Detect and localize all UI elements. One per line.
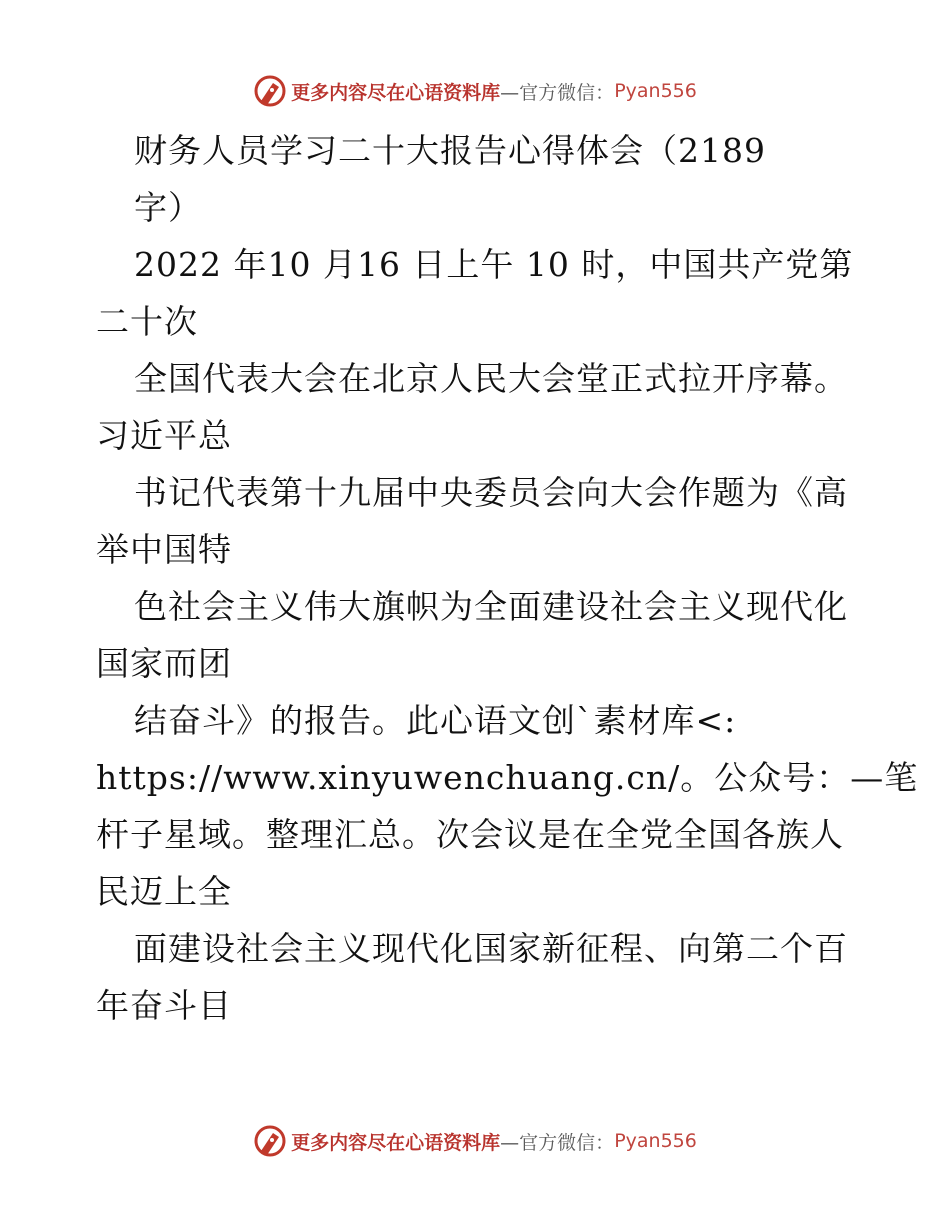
pen-nib-logo-icon <box>253 1124 287 1158</box>
document-line: 习近平总 <box>96 416 232 455</box>
footer-banner-suffix: —官方微信： <box>500 1131 615 1154</box>
document-title-line-2: 字） <box>134 188 202 227</box>
header-banner-suffix: —官方微信： <box>500 81 615 104</box>
document-body <box>96 122 919 1034</box>
header-banner-prefix: 更多内容尽在心语资料库 <box>291 81 501 104</box>
document-line: 色社会主义伟大旗帜为全面建设社会主义现代化 <box>134 587 848 626</box>
document-line: 书记代表第十九届中央委员会向大会作题为《高 <box>134 473 848 512</box>
document-line: https://www.xinyuwenchuang.cn/。公众号：—笔 <box>96 758 919 797</box>
document-line: 民迈上全 <box>96 872 232 911</box>
document-line: 举中国特 <box>96 530 232 569</box>
document-line: 杆子星域。整理汇总。次会议是在全党全国各族人 <box>96 815 844 854</box>
document-line: 国家而团 <box>96 644 232 683</box>
footer-banner-contact: Pyan556 <box>614 1130 697 1152</box>
document-line: 结奋斗》的报告。此心语文创`素材库<: <box>134 701 737 740</box>
header-banner <box>0 71 950 111</box>
document-title-line-1: 财务人员学习二十大报告心得体会（2189 <box>134 131 766 170</box>
header-banner-contact: Pyan556 <box>614 80 697 102</box>
pen-nib-logo-icon <box>253 74 287 108</box>
document-line: 面建设社会主义现代化国家新征程、向第二个百 <box>134 929 848 968</box>
document-line: 年奋斗目 <box>96 986 232 1025</box>
document-line: 全国代表大会在北京人民大会堂正式拉开序幕。 <box>134 359 848 398</box>
document-line: 二十次 <box>96 302 198 341</box>
footer-banner-prefix: 更多内容尽在心语资料库 <box>291 1131 501 1154</box>
footer-banner <box>0 1121 950 1161</box>
document-line: 2022 年10 月16 日上午 10 时，中国共产党第 <box>134 245 854 284</box>
